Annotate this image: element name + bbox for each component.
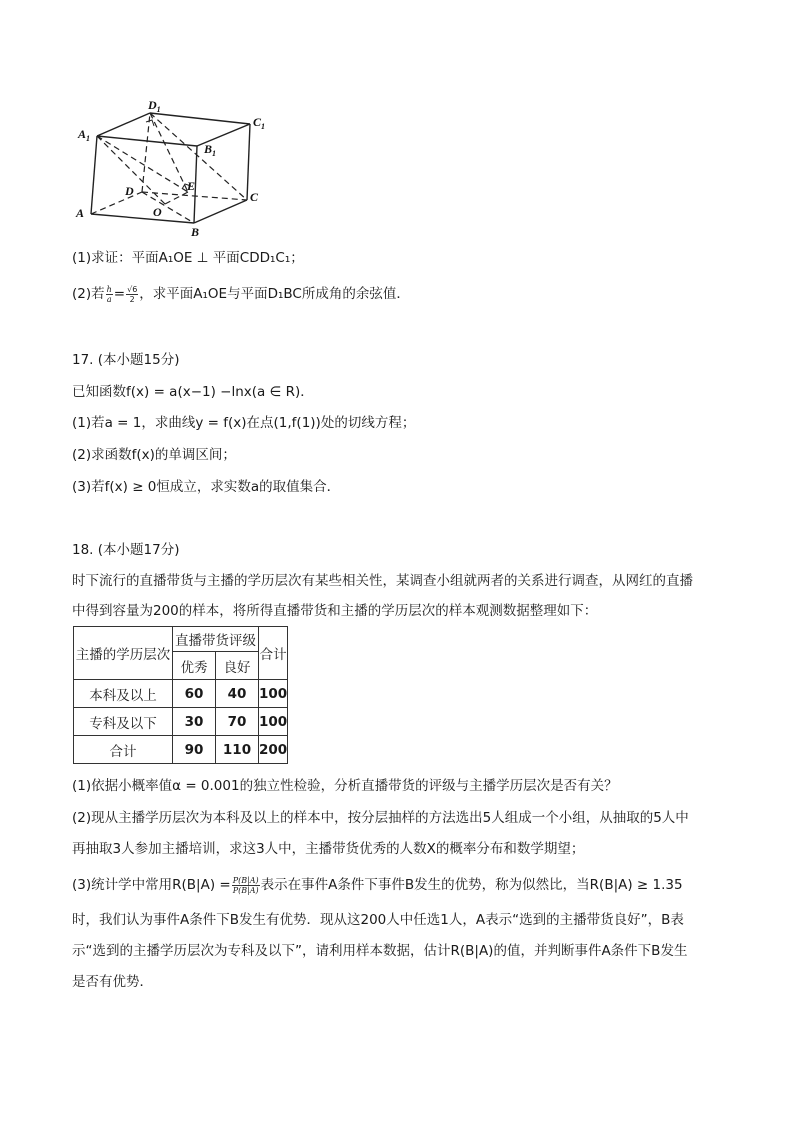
q18-part2-line2: 再抽取3人参加主播培训，求这3人中，主播带货优秀的人数X的概率分布和数学期望；	[72, 841, 585, 857]
table-cell: 100	[259, 708, 288, 736]
q18-stem-line2: 中得到容量为200的样本，将所得直播带货和主播的学历层次的样本观测数据整理如下：	[72, 603, 598, 619]
label-O: O	[153, 205, 162, 219]
table-group-header: 直播带货评级	[173, 627, 259, 652]
label-B: B	[191, 225, 200, 239]
edge-B-C	[194, 200, 247, 223]
table-cell: 40	[216, 680, 259, 708]
edge-D-B	[142, 192, 194, 223]
table-total-header: 合计	[259, 627, 288, 680]
fraction-sqrt6-over-2: $\frac{√6}{2}$	[127, 284, 138, 304]
edge-A-B	[91, 214, 194, 223]
fraction-h-over-a: $\frac{h}{a}$	[106, 284, 112, 304]
table-cell: 60	[173, 680, 216, 708]
q18-part3-line4: 是否有优势．	[72, 974, 153, 990]
q18-part1: (1)依据小概率值α = 0.001的独立性检验，分析直播带货的评级与主播学历层次是否有关？	[72, 778, 618, 794]
label-D: D	[125, 184, 134, 198]
education-rating-table	[73, 626, 288, 764]
table-cell: 110	[216, 736, 259, 764]
q17-part3: (3)若f(x) ≥ 0恒成立，求实数a的取值集合．	[72, 479, 341, 495]
table-col-good: 良好	[216, 652, 259, 680]
label-A1: $A_1$	[78, 127, 91, 143]
q17-stem: 已知函数f(x) = a(x−1) −lnx(a ∈ R)．	[72, 384, 314, 400]
edge-D1-C1	[150, 113, 250, 124]
q16-part2: (2)若 $\frac{h}{a}$ = $\frac{√6}{2}$ ，求平面A₁OE与平面D₁BC所成角的余弦值．	[72, 284, 410, 304]
table-cell: 30	[173, 708, 216, 736]
q18-part3-line3: 示“选到的主播学历层次为专科及以下”，请利用样本数据，估计R(B|A)的值，并判断事件A条件下B发生	[72, 943, 688, 959]
q17-part1: (1)若a = 1，求曲线y = f(x)在点(1,f(1))处的切线方程；	[72, 415, 416, 431]
q16-part1: (1)求证：平面A₁OE ⊥ 平面CDD₁C₁；	[72, 250, 304, 266]
edge-O-E	[165, 192, 188, 204]
label-C: C	[250, 190, 259, 204]
edge-A1-D1	[97, 113, 150, 136]
table-col-excellent: 优秀	[173, 652, 216, 680]
edge-D-D1	[142, 113, 150, 192]
edge-A-D	[91, 192, 142, 214]
table-cell: 合计	[74, 736, 173, 764]
table-row	[74, 736, 288, 764]
table-cell: 专科及以下	[74, 708, 173, 736]
q17-part2: (2)求函数f(x)的单调区间；	[72, 447, 236, 463]
q17-header: 17. (本小题15分)	[72, 352, 180, 368]
q18-part3-line1: (3)统计学中常用R(B|A) = $\frac{P(B|A)}{P(B̄|A)}$ 表示在事件A条件下事件B发生的优势，称为似然比，当R(B|A) ≥ 1.35	[72, 875, 683, 895]
edge-D1-C	[150, 113, 247, 200]
table-cell: 90	[173, 736, 216, 764]
label-A: A	[76, 206, 85, 220]
table-cell: 70	[216, 708, 259, 736]
table-row	[74, 708, 288, 736]
q18-header: 18. (本小题17分)	[72, 542, 180, 558]
label-B1: $B_1$	[204, 142, 217, 158]
table-cell: 100	[259, 680, 288, 708]
label-C1: $C_1$	[253, 115, 266, 131]
table-row-header: 主播的学历层次	[74, 627, 173, 680]
edge-A1-A	[91, 136, 97, 214]
fraction-likelihood-ratio: $\frac{P(B|A)}{P(B̄|A)}$	[232, 875, 259, 895]
label-E: E	[187, 179, 196, 193]
q18-stem-line1: 时下流行的直播带货与主播的学历层次有某些相关性，某调查小组就两者的关系进行调查，从网红的直播	[72, 573, 693, 589]
q18-part2-line1: (2)现从主播学历层次为本科及以上的样本中，按分层抽样的方法选出5人组成一个小组，从抽取的5人中	[72, 810, 689, 826]
prism-figure	[70, 96, 280, 245]
table-cell: 本科及以上	[74, 680, 173, 708]
edge-C1-C	[247, 124, 250, 200]
q18-part3-line2: 时，我们认为事件A条件下B发生有优势．现从这200人中任选1人，A表示“选到的主播带货良好”，B表	[72, 912, 684, 928]
table-cell: 200	[259, 736, 288, 764]
label-D1: $D_1$	[148, 98, 161, 114]
table-row	[74, 680, 288, 708]
